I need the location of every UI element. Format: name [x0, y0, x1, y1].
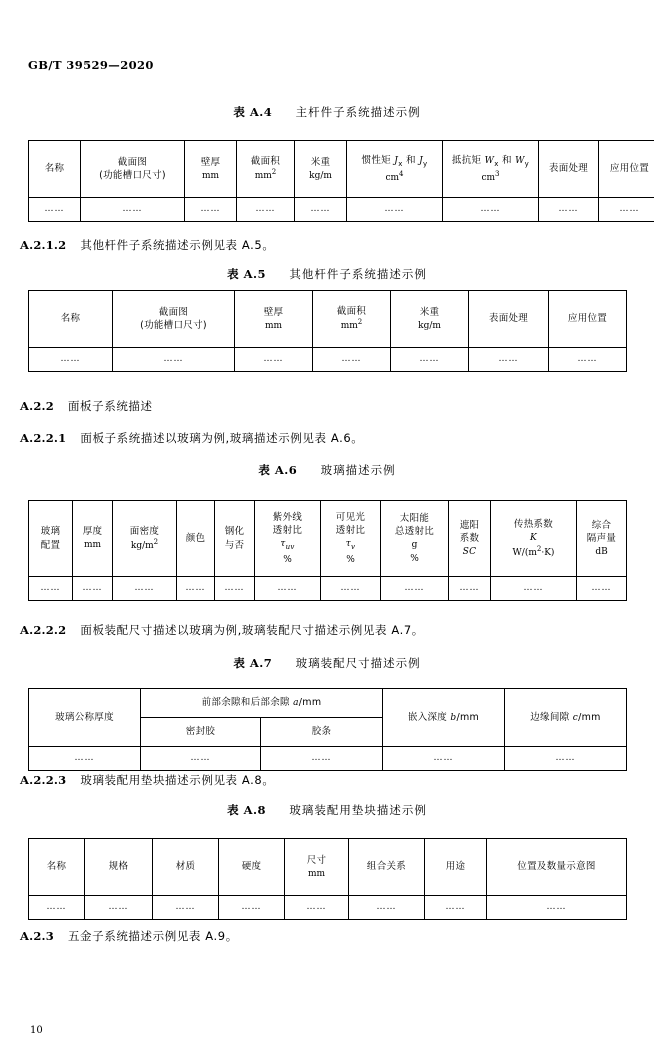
table-a4-col-weight-per-meter	[295, 141, 347, 198]
table-cell: ……	[29, 198, 81, 222]
table-cell: ……	[349, 896, 425, 920]
header-text: 名称	[44, 163, 65, 175]
header-text: 可见光	[335, 511, 366, 523]
header-text: 表面处理	[488, 313, 529, 325]
table-cell: ……	[539, 198, 599, 222]
header-text: 配置	[40, 539, 61, 551]
header-unit: $kg/m^2$	[130, 537, 159, 551]
standard-header: GB/T 39529—2020	[28, 58, 154, 72]
table-a6-caption	[28, 462, 626, 478]
table-cell: ……	[321, 577, 381, 601]
table-a7-caption-title: 玻璃装配尺寸描述示例	[295, 656, 421, 670]
header-text: 名称	[60, 313, 81, 325]
table-cell: ……	[505, 747, 627, 771]
table-a5-header-row	[29, 291, 627, 348]
table-cell: ……	[469, 348, 549, 372]
header-unit: %	[346, 554, 355, 565]
header-text: 应用位置	[567, 313, 608, 325]
table-cell: ……	[449, 577, 491, 601]
table-cell: ……	[443, 198, 539, 222]
table-a8-caption	[28, 802, 626, 818]
table-a6-col-visible-transmittance	[321, 501, 381, 577]
table-a4-caption	[28, 104, 626, 120]
section-number: A.2.2.3	[20, 773, 67, 787]
table-cell: ……	[285, 896, 349, 920]
header-text: 尺寸	[306, 854, 327, 866]
table-row	[29, 577, 627, 601]
table-row	[29, 348, 627, 372]
table-cell: ……	[177, 577, 215, 601]
header-unit: dB	[595, 546, 608, 557]
table-cell: ……	[29, 577, 73, 601]
section-number: A.2.3	[20, 929, 54, 943]
table-a8-col-name	[29, 839, 85, 896]
header-text: 惯性矩 $J_x$ 和 $J_y$	[361, 155, 428, 168]
header-text: 硬度	[241, 861, 262, 873]
table-cell: ……	[29, 896, 85, 920]
table-a7-col-sealant	[141, 718, 261, 747]
header-unit: $cm^4$	[385, 169, 404, 183]
table-a5-col-section-drawing	[113, 291, 235, 348]
table-a6-col-sound-insulation	[577, 501, 627, 577]
table-a5-caption-number: 表 A.5	[227, 267, 267, 281]
header-text: 组合关系	[366, 861, 407, 873]
header-text: 透射比	[272, 525, 303, 537]
header-text: 透射比	[335, 525, 366, 537]
section-text: 玻璃装配用垫块描述示例见表 A.8。	[80, 773, 275, 787]
header-unit: mm	[307, 868, 326, 879]
table-a7-col-gasket	[261, 718, 383, 747]
table-a6-col-color	[177, 501, 215, 577]
header-text: 截面积	[250, 156, 281, 168]
header-unit: $W/(m^2\cdot K)$	[512, 544, 555, 558]
table-a8-col-hardness	[219, 839, 285, 896]
header-symbol: g	[411, 540, 418, 551]
table-cell: ……	[425, 896, 487, 920]
table-a7-caption-number: 表 A.7	[233, 656, 273, 670]
table-a5-col-application-position	[549, 291, 627, 348]
header-text: 截面积	[336, 306, 367, 318]
table-a6-col-solar-transmittance	[381, 501, 449, 577]
table-a4-caption-title: 主杆件子系统描述示例	[295, 105, 421, 119]
header-text: 钢化	[224, 526, 245, 538]
header-unit: mm	[83, 540, 102, 551]
header-text: 太阳能	[399, 512, 430, 524]
table-a4-col-wall-thickness	[185, 141, 237, 198]
header-text: 壁厚	[200, 156, 221, 168]
table-a8-col-specification	[85, 839, 153, 896]
table-cell: ……	[347, 198, 443, 222]
table-cell: ……	[313, 348, 391, 372]
table-a5-col-surface-treatment	[469, 291, 549, 348]
header-text: 截面图	[158, 306, 189, 318]
header-text: 紫外线	[272, 511, 303, 523]
header-text: 名称	[46, 861, 67, 873]
header-unit: $mm^2$	[340, 318, 363, 332]
table-a7-col-embed-depth	[383, 689, 505, 747]
header-symbol: K	[529, 533, 538, 544]
table-a8-header-row	[29, 839, 627, 896]
table-a7-col-nominal-thickness	[29, 689, 141, 747]
section-text: 五金子系统描述示例见表 A.9。	[67, 929, 238, 943]
table-cell: ……	[599, 198, 654, 222]
section-a221	[20, 430, 363, 447]
table-a7-colgroup-clearance	[141, 689, 383, 718]
header-unit: mm	[201, 170, 220, 181]
table-a7-col-edge-clearance	[505, 689, 627, 747]
table-a6-col-area-density	[113, 501, 177, 577]
table-row	[29, 896, 627, 920]
table-a8-caption-number: 表 A.8	[227, 803, 267, 817]
header-text: 遮阳	[459, 519, 480, 531]
table-cell: ……	[383, 747, 505, 771]
section-a22	[20, 398, 153, 415]
header-unit: $cm^3$	[481, 169, 500, 183]
table-a6-col-heat-transfer-coefficient	[491, 501, 577, 577]
table-cell: ……	[391, 348, 469, 372]
section-text: 面板子系统描述以玻璃为例,玻璃描述示例见表 A.6。	[80, 431, 364, 445]
table-a4	[28, 140, 654, 222]
header-unit: mm	[264, 320, 283, 331]
header-text: 壁厚	[263, 306, 284, 318]
header-unit: %	[283, 554, 292, 565]
table-a4-col-name	[29, 141, 81, 198]
table-a4-col-section-drawing	[81, 141, 185, 198]
header-text: 综合	[591, 519, 612, 531]
header-text: 嵌入深度 b/mm	[407, 711, 480, 723]
table-a4-col-section-modulus	[443, 141, 539, 198]
table-cell: ……	[261, 747, 383, 771]
header-text: 前部余隙和后部余隙 a/mm	[201, 697, 322, 709]
table-a8-col-usage	[425, 839, 487, 896]
table-cell: ……	[81, 198, 185, 222]
header-text: 位置及数量示意图	[517, 861, 596, 873]
section-a23	[20, 928, 238, 945]
table-a8-col-combination	[349, 839, 425, 896]
section-number: A.2.2	[20, 399, 54, 413]
header-text: 抵抗矩 $W_x$ 和 $W_y$	[451, 155, 530, 168]
table-a6-header-row	[29, 501, 627, 577]
table-a5-col-weight-per-meter	[391, 291, 469, 348]
header-text: 玻璃	[40, 526, 61, 538]
table-a8-col-position-quantity-diagram	[487, 839, 627, 896]
table-cell: ……	[235, 348, 313, 372]
table-cell: ……	[85, 896, 153, 920]
table-a4-col-section-area	[237, 141, 295, 198]
table-a4-header-row	[29, 141, 654, 198]
header-unit: kg/m	[418, 320, 441, 331]
header-text: 用途	[445, 861, 466, 873]
header-text: 表面处理	[548, 163, 589, 175]
table-cell: ……	[219, 896, 285, 920]
header-unit: $mm^2$	[254, 168, 277, 182]
header-text: 传热系数	[513, 519, 554, 531]
header-subtext: (功能槽口尺寸)	[140, 320, 207, 331]
table-cell: ……	[577, 577, 627, 601]
table-cell: ……	[73, 577, 113, 601]
table-cell: ……	[237, 198, 295, 222]
section-text: 面板装配尺寸描述以玻璃为例,玻璃装配尺寸描述示例见表 A.7。	[80, 623, 424, 637]
table-a7-caption	[28, 655, 626, 671]
header-text: 颜色	[185, 532, 206, 544]
header-text: 材质	[175, 861, 196, 873]
table-a6	[28, 500, 627, 601]
table-a4-col-application-position	[599, 141, 654, 198]
table-a4-col-moment-of-inertia	[347, 141, 443, 198]
table-a7-header-row-1	[29, 689, 627, 718]
table-cell: ……	[491, 577, 577, 601]
table-a5-col-wall-thickness	[235, 291, 313, 348]
section-a222	[20, 622, 424, 639]
section-text: 面板子系统描述	[67, 399, 153, 413]
table-a5	[28, 290, 627, 372]
table-a7	[28, 688, 627, 771]
table-cell: ……	[255, 577, 321, 601]
page-number: 10	[30, 1025, 43, 1036]
table-a6-col-glass-config	[29, 501, 73, 577]
header-unit: %	[410, 553, 419, 564]
header-text: 密封胶	[185, 726, 216, 738]
header-text: 厚度	[82, 526, 103, 538]
header-symbol: SC	[462, 546, 477, 557]
table-cell: ……	[113, 577, 177, 601]
table-a8-caption-title: 玻璃装配用垫块描述示例	[289, 803, 427, 817]
table-row	[29, 198, 654, 222]
header-text: 应用位置	[609, 163, 650, 175]
header-text: 面密度	[129, 525, 160, 537]
table-a5-caption-title: 其他杆件子系统描述示例	[289, 267, 427, 281]
header-text: 玻璃公称厚度	[55, 711, 114, 723]
table-cell: ……	[29, 348, 113, 372]
section-number: A.2.2.2	[20, 623, 67, 637]
header-text: 与否	[224, 539, 245, 551]
table-cell: ……	[549, 348, 627, 372]
header-text: 规格	[108, 861, 129, 873]
table-a6-col-thickness	[73, 501, 113, 577]
table-cell: ……	[381, 577, 449, 601]
header-text: 隔声量	[586, 532, 617, 544]
table-a6-caption-number: 表 A.6	[258, 463, 298, 477]
header-subtext: (功能槽口尺寸)	[99, 170, 166, 181]
table-a6-caption-title: 玻璃描述示例	[320, 463, 396, 477]
header-text: 米重	[419, 306, 440, 318]
section-number: A.2.2.1	[20, 431, 67, 445]
table-a5-col-name	[29, 291, 113, 348]
section-a212	[20, 237, 274, 254]
table-cell: ……	[295, 198, 347, 222]
header-text: 总透射比	[394, 526, 435, 538]
table-a8-col-material	[153, 839, 219, 896]
table-a5-col-section-area	[313, 291, 391, 348]
table-cell: ……	[29, 747, 141, 771]
table-cell: ……	[153, 896, 219, 920]
header-text: 系数	[459, 532, 480, 544]
table-a6-col-shading-coefficient	[449, 501, 491, 577]
section-text: 其他杆件子系统描述示例见表 A.5。	[80, 238, 275, 252]
header-symbol: $\tau_{uv}$	[280, 539, 295, 551]
header-symbol: $\tau_v$	[345, 539, 356, 551]
header-text: 边缘间隙 c/mm	[530, 711, 601, 723]
table-a8	[28, 838, 627, 920]
table-row	[29, 747, 627, 771]
table-a6-col-uv-transmittance	[255, 501, 321, 577]
table-cell: ……	[487, 896, 627, 920]
table-cell: ……	[185, 198, 237, 222]
table-cell: ……	[141, 747, 261, 771]
header-text: 胶条	[311, 726, 332, 738]
header-text: 米重	[310, 156, 331, 168]
table-a4-col-surface-treatment	[539, 141, 599, 198]
section-number: A.2.1.2	[20, 238, 67, 252]
header-text: 截面图	[117, 156, 148, 168]
table-a6-col-tempered	[215, 501, 255, 577]
table-a8-col-dimension	[285, 839, 349, 896]
header-unit: kg/m	[309, 170, 332, 181]
table-cell: ……	[113, 348, 235, 372]
section-a223	[20, 772, 274, 789]
table-cell: ……	[215, 577, 255, 601]
table-a4-caption-number: 表 A.4	[233, 105, 273, 119]
table-a5-caption	[28, 266, 626, 282]
